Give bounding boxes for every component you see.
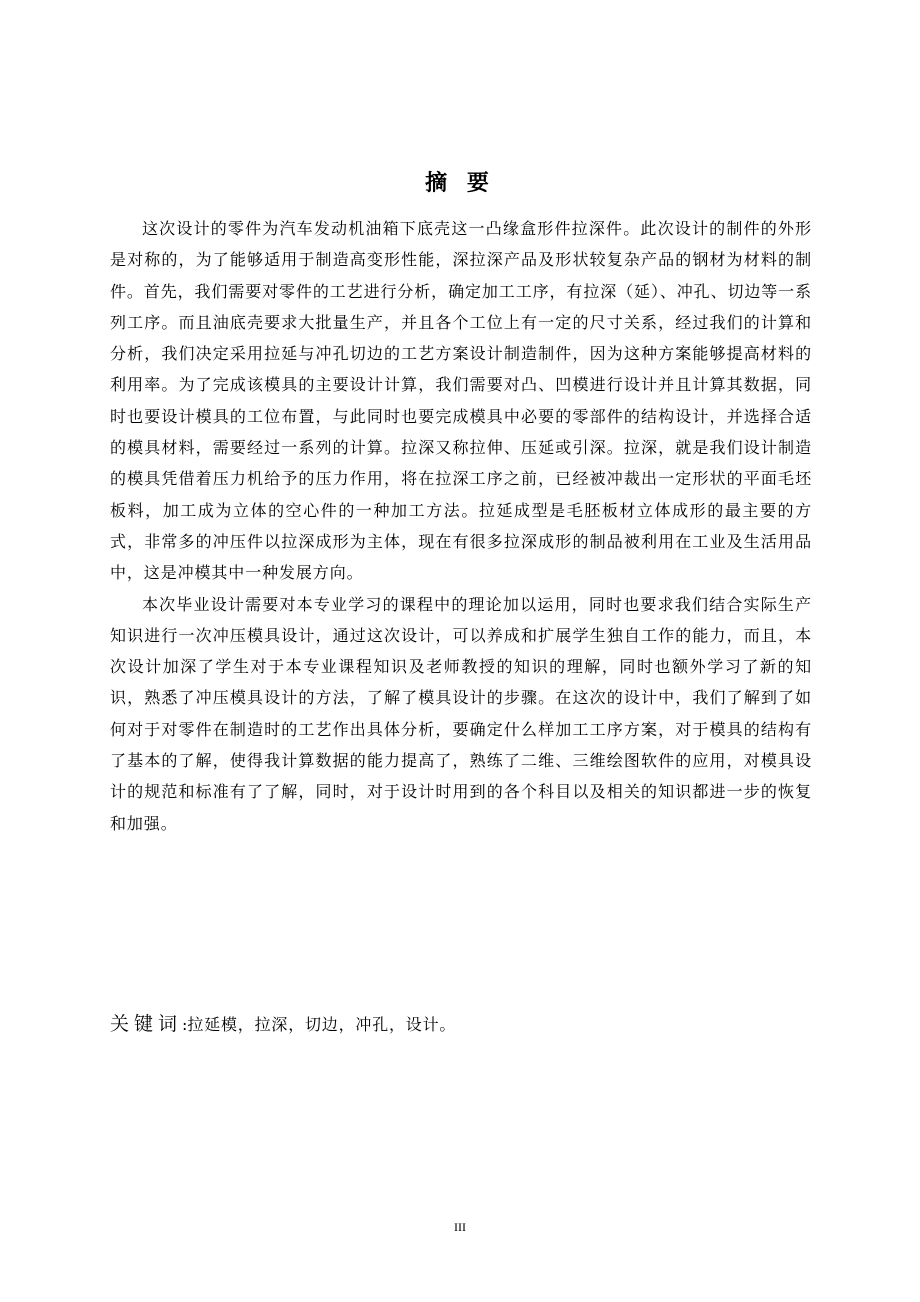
abstract-body <box>110 213 812 839</box>
abstract-paragraph-2: 本次毕业设计需要对本专业学习的课程中的理论加以运用，同时也要求我们结合实际生产知识进行一次冲压模具设计，通过这次设计，可以养成和扩展学生独自工作的能力，而且，本次设计加深了学生对于本专业课程知识及老师教授的知识的理解，同时也额外学习了新的知识，熟悉了冲压模具设计的方法，了解了模具设计的步骤。在这次的设计中，我们了解到了如何对于对零件在制造时的工艺作出具体分析，要确定什么样加工工序方案，对于模具的结构有了基本的了解，使得我计算数据的能力提高了，熟练了二维、三维绘图软件的应用，对模具设计的规范和标准有了了解，同时，对于设计时用到的各个科目以及相关的知识都进一步的恢复和加强。 <box>110 594 812 833</box>
page-number: III <box>454 1220 466 1234</box>
keywords-label: 关键词 <box>110 1013 183 1035</box>
keywords-line <box>110 1010 812 1039</box>
keywords-colon: : <box>182 1015 188 1034</box>
abstract-title: 摘 要 <box>425 171 495 196</box>
abstract-paragraph-1: 这次设计的零件为汽车发动机油箱下底壳这一凸缘盒形件拉深件。此次设计的制件的外形是对称的，为了能够适用于制造高变形性能，深拉深产品及形状较复杂产品的钢材为材料的制件。首先，我们需要对零件的工艺进行分析，确定加工工序，有拉深（延）、冲孔、切边等一系列工序。而且油底壳要求大批量生产，并且各个工位上有一定的尺寸关系，经过我们的计算和分析，我们决定采用拉延与冲孔切边的工艺方案设计制造制件，因为这种方案能够提高材料的利用率。为了完成该模具的主要设计计算，我们需要对凸、凹模进行设计并且计算其数据，同时也要设计模具的工位布置，与此同时也要完成模具中必要的零部件的结构设计，并选择合适的模具材料，需要经过一系列的计算。拉深又称拉伸、压延或引深。拉深，就是我们设计制造的模具凭借着压力机给予的压力作用，将在拉深工序之前，已经被冲裁出一定形状的平面毛坯板料，加工成为立体的空心件的一种加工方法。拉延成型是毛胚板材立体成形的最主要的方式，非常多的冲压件以拉深成形为主体，现在有很多拉深成形的制品被利用在工业及生活用品中，这是冲模其中一种发展方向。 <box>110 219 812 583</box>
keywords-values: 拉延模，拉深，切边，冲孔，设计。 <box>187 1015 457 1034</box>
